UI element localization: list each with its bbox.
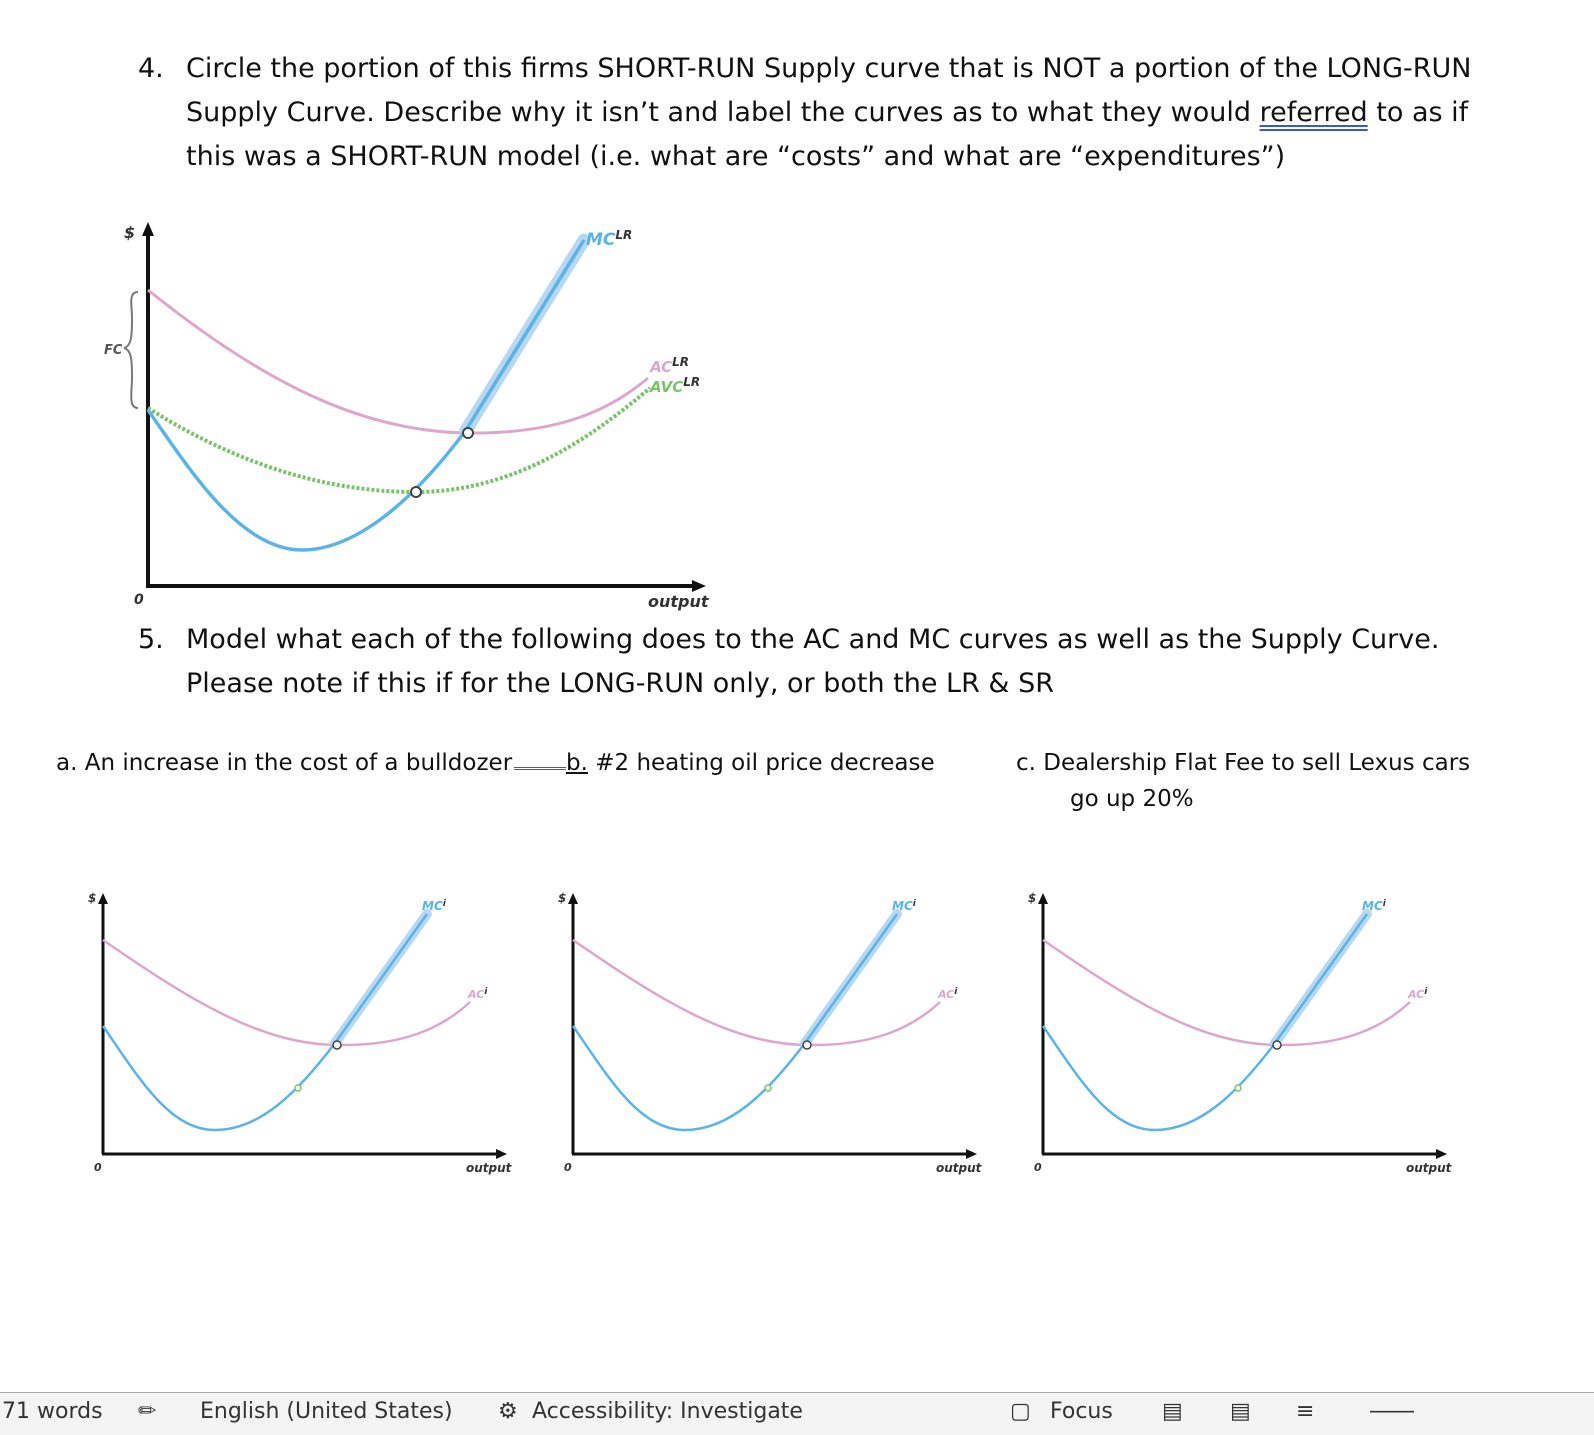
small-graph-a bbox=[60, 880, 520, 1190]
small-b-ac-curve bbox=[573, 940, 940, 1045]
subpart-a-text: a. An increase in the cost of a bulldozer bbox=[56, 750, 513, 776]
subpart-c-line1: c. Dealership Flat Fee to sell Lexus cars bbox=[1016, 750, 1471, 776]
small-c-ac-label: $AC^i$ bbox=[1408, 987, 1428, 1001]
print-layout-icon[interactable]: ▤ bbox=[1162, 1399, 1183, 1424]
answer-blank[interactable] bbox=[514, 745, 566, 770]
main-y-arrow bbox=[142, 222, 154, 236]
small-b-x-arrow bbox=[966, 1149, 977, 1159]
main-axes bbox=[142, 222, 706, 592]
small-c-intersection bbox=[1273, 1041, 1281, 1049]
mc-lr-label: $MC^{LR}$ bbox=[586, 228, 633, 250]
language-indicator[interactable]: English (United States) bbox=[200, 1399, 453, 1424]
main-y-axis-label: $ bbox=[124, 223, 136, 242]
question-5-number: 5. bbox=[138, 624, 164, 655]
small-a-ac-label: $AC^i$ bbox=[468, 987, 488, 1001]
question-4-text-part2: to as if this was a SHORT-RUN model (i.e. what are “costs” and what are “expenditures”) bbox=[186, 97, 1469, 172]
small-b-ac-label: $AC^i$ bbox=[938, 987, 958, 1001]
small-c-mc-curve bbox=[1043, 914, 1367, 1130]
subpart-b bbox=[566, 745, 935, 781]
main-x-axis-label: output bbox=[648, 592, 709, 611]
fc-label: FC bbox=[104, 343, 123, 358]
small-a-y-label: $ bbox=[88, 891, 97, 905]
small-graph-c bbox=[1000, 880, 1460, 1190]
underlined-referred[interactable]: referred bbox=[1259, 97, 1368, 128]
small-a-mc-curve bbox=[103, 914, 427, 1130]
small-c-min-point bbox=[1235, 1085, 1241, 1091]
question-4-text-part1: Circle the portion of this firms SHORT-RUN Supply curve that is NOT a portion of the LONG-RUN Supply Curve. Describe why it isn’t and label the curves as to what they would bbox=[186, 53, 1472, 128]
subpart-b-label: b. bbox=[566, 750, 588, 776]
accessibility-status[interactable]: Accessibility: Investigate bbox=[532, 1399, 803, 1424]
focus-button[interactable]: Focus bbox=[1050, 1399, 1113, 1424]
small-a-mc-label: $MC^i$ bbox=[422, 899, 446, 913]
ac-lr-label: $AC^{LR}$ bbox=[650, 355, 690, 376]
small-c-x-arrow bbox=[1436, 1149, 1447, 1159]
small-a-x-arrow bbox=[496, 1149, 507, 1159]
subpart-c-line2: go up 20% bbox=[1070, 786, 1194, 812]
word-count[interactable]: 71 words bbox=[2, 1399, 103, 1424]
small-b-mc-label: $MC^i$ bbox=[892, 899, 916, 913]
small-c-y-label: $ bbox=[1028, 891, 1037, 905]
zoom-slider[interactable]: ―― bbox=[1370, 1399, 1414, 1424]
small-c-y-arrow bbox=[1038, 893, 1048, 904]
small-a-min-point bbox=[295, 1085, 301, 1091]
mc-avc-intersection bbox=[411, 487, 421, 497]
small-c-origin: 0 bbox=[1034, 1161, 1042, 1174]
question-5-text: Model what each of the following does to the AC and MC curves as well as the Supply Curve. Please note if this if for the LONG-RUN only, or both the LR & SR bbox=[186, 624, 1440, 699]
small-c-x-label: output bbox=[1406, 1161, 1452, 1175]
mc-ac-intersection bbox=[463, 428, 473, 438]
small-c-mc-label: $MC^i$ bbox=[1362, 899, 1386, 913]
small-b-intersection bbox=[803, 1041, 811, 1049]
focus-icon[interactable]: ▢ bbox=[1010, 1399, 1031, 1424]
ac-lr-curve bbox=[148, 290, 648, 433]
accessibility-icon[interactable]: ⚙ bbox=[498, 1399, 518, 1424]
outline-view-icon[interactable]: ≡ bbox=[1296, 1399, 1315, 1424]
small-b-y-label: $ bbox=[558, 891, 567, 905]
small-a-origin: 0 bbox=[94, 1161, 102, 1174]
fc-brace bbox=[124, 292, 138, 408]
main-x-arrow bbox=[692, 580, 706, 592]
small-b-x-label: output bbox=[936, 1161, 982, 1175]
mc-lr-curve bbox=[148, 240, 584, 550]
small-c-ac-curve bbox=[1043, 940, 1410, 1045]
small-b-y-arrow bbox=[568, 893, 578, 904]
web-layout-icon[interactable]: ▤ bbox=[1230, 1399, 1251, 1424]
small-a-ac-curve bbox=[103, 940, 470, 1045]
main-origin-label: 0 bbox=[134, 592, 144, 608]
subpart-b-text: #2 heating oil price decrease bbox=[587, 750, 935, 776]
small-b-min-point bbox=[765, 1085, 771, 1091]
avc-lr-label: $AVC^{LR}$ bbox=[650, 375, 701, 396]
question-4-number: 4. bbox=[138, 53, 164, 84]
status-bar bbox=[0, 1392, 1594, 1435]
small-a-intersection bbox=[333, 1041, 341, 1049]
small-b-origin: 0 bbox=[564, 1161, 572, 1174]
small-a-y-arrow bbox=[98, 893, 108, 904]
subpart-a bbox=[56, 745, 566, 781]
small-b-mc-curve bbox=[573, 914, 897, 1130]
small-a-x-label: output bbox=[466, 1161, 512, 1175]
proofing-icon[interactable]: ✏ bbox=[138, 1399, 157, 1424]
avc-lr-curve bbox=[148, 388, 650, 492]
small-graph-b bbox=[530, 880, 990, 1190]
subpart-c bbox=[1016, 745, 1470, 817]
